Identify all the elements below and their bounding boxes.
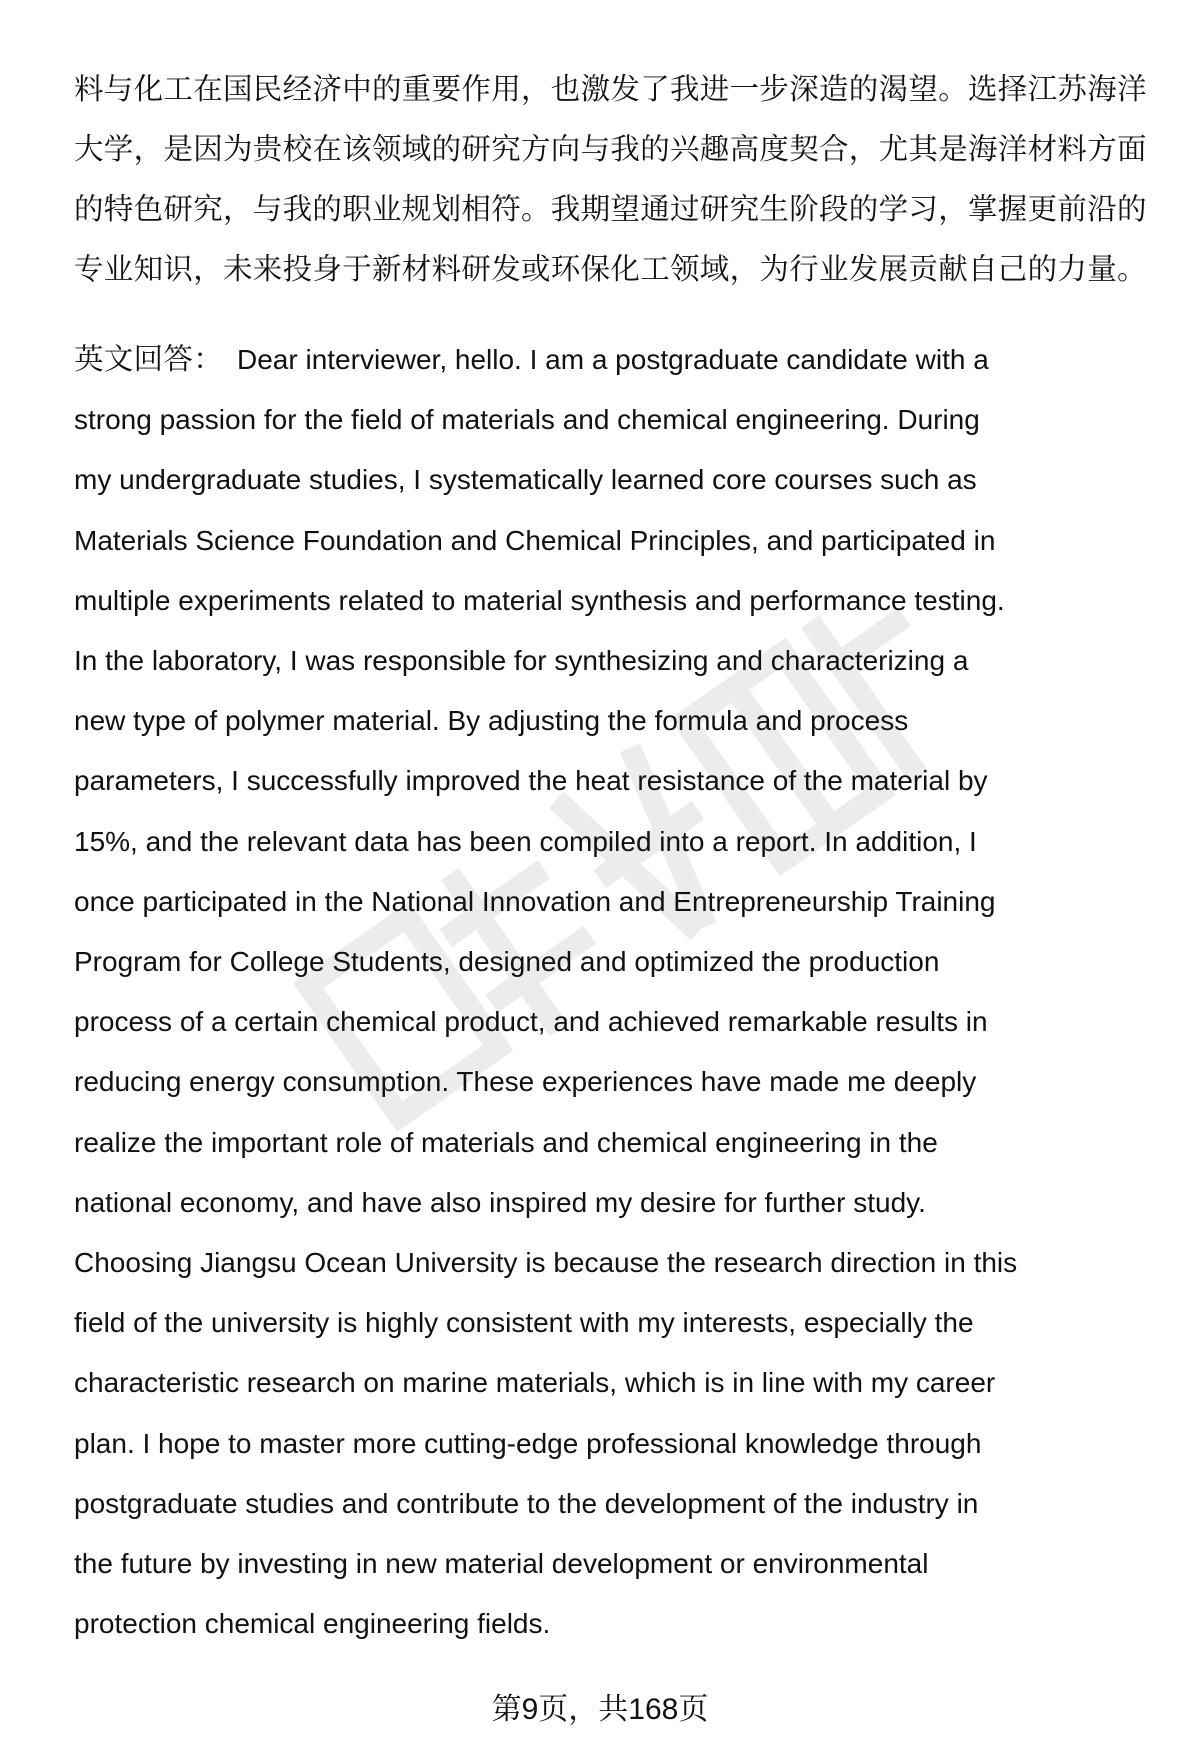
paragraph-line: once participated in the National Innovation and Entrepreneurship Training (74, 885, 996, 917)
paragraph-line: In the laboratory, I was responsible for synthesizing and characterizing a (74, 645, 969, 676)
paragraph-line: 大学，是因为贵校在该领域的研究方向与我的兴趣高度契合，尤其是海洋材料方面 (74, 133, 1147, 166)
paragraph-line: 料与化工在国民经济中的重要作用，也激发了我进一步深造的渴望。选择江苏海洋 (74, 73, 1147, 106)
paragraph-line: 专业知识，未来投身于新材料研发或环保化工领域，为行业发展贡献自己的力量。 (74, 253, 1147, 286)
paragraph-line: postgraduate studies and contribute to the development of the industry in (74, 1487, 979, 1519)
answer-label: 英文回答： (74, 343, 224, 376)
paragraph-line: the future by investing in new material development or environmental (74, 1548, 929, 1579)
paragraph-line: 的特色研究，与我的职业规划相符。我期望通过研究生阶段的学习，掌握更前沿的 (74, 193, 1147, 226)
paragraph-line: my undergraduate studies, I systematically learned core courses such as (74, 464, 977, 496)
paragraph-line: parameters, I successfully improved the heat resistance of the material by (74, 765, 988, 797)
paragraph-line: Materials Science Foundation and Chemical Principles, and participated in (74, 524, 996, 556)
paragraph-line: process of a certain chemical product, and achieved remarkable results in (74, 1006, 988, 1038)
page-number: 第9页，共168页 (491, 1693, 709, 1726)
paragraph-line: reducing energy consumption. These experiences have made me deeply (74, 1066, 977, 1098)
paragraph-line: 15%, and the relevant data has been compiled into a report. In addition, I (74, 825, 977, 857)
paragraph-line: characteristic research on marine materials, which is in line with my career (74, 1367, 996, 1399)
paragraph-line: national economy, and have also inspired my desire for further study. (74, 1186, 926, 1218)
paragraph-line: strong passion for the field of materials and chemical engineering. During (74, 404, 980, 436)
paragraph-line: Program for College Students, designed and optimized the production (74, 946, 940, 977)
paragraph-line: protection chemical engineering fields. (74, 1608, 551, 1640)
paragraph-line: realize the important role of materials and chemical engineering in the (74, 1126, 938, 1158)
paragraph-line: new type of polymer material. By adjusting the formula and process (74, 705, 909, 737)
paragraph-line: field of the university is highly consistent with my interests, especially the (74, 1307, 974, 1339)
paragraph-line (74, 330, 989, 390)
answer-text: Dear interviewer, hello. I am a postgraduate candidate with a (237, 344, 989, 375)
paragraph-line: Choosing Jiangsu Ocean University is because the research direction in this (74, 1247, 1018, 1278)
paragraph-line: multiple experiments related to material synthesis and performance testing. (74, 584, 1005, 616)
paragraph-line: plan. I hope to master more cutting-edge professional knowledge through (74, 1427, 982, 1459)
